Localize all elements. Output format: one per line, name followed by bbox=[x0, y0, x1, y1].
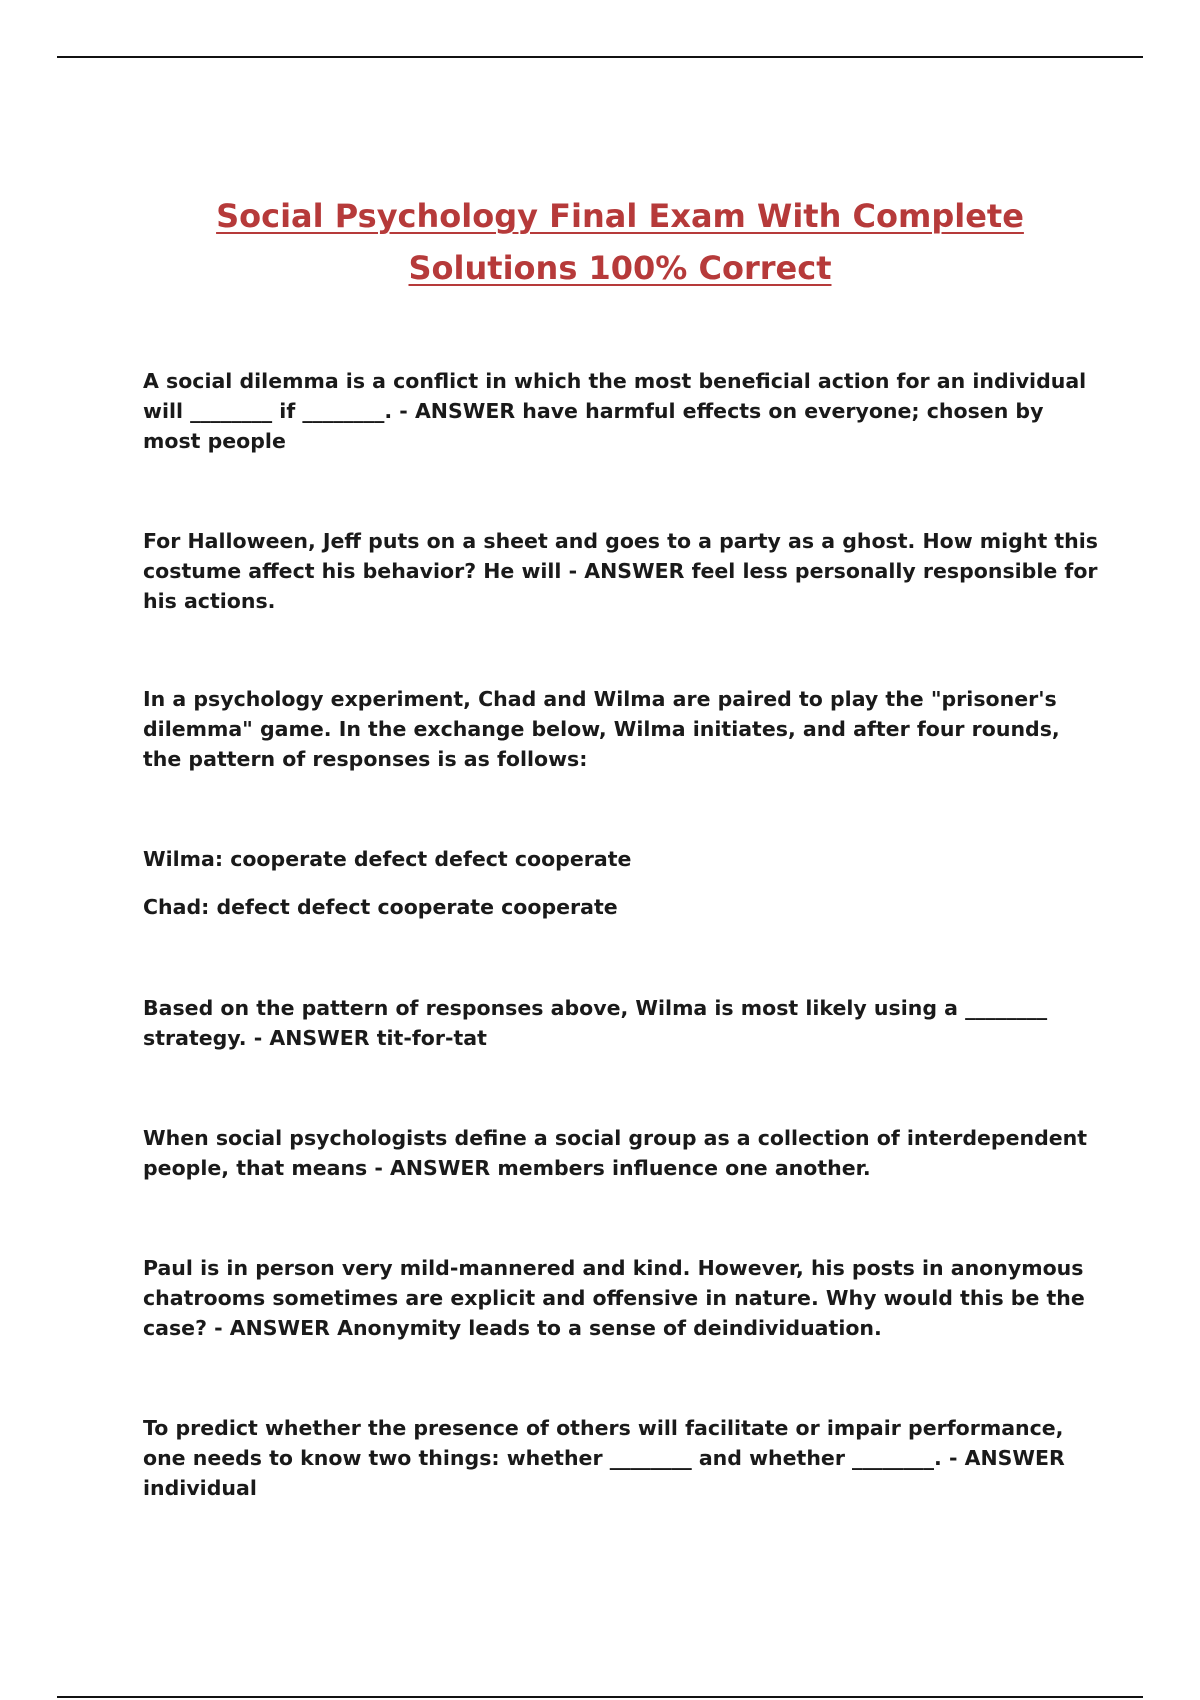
bottom-rule bbox=[57, 1696, 1143, 1698]
title-line-1: Social Psychology Final Exam With Complete bbox=[216, 197, 1024, 235]
pattern-wilma: Wilma: cooperate defect defect cooperate bbox=[143, 847, 632, 871]
document-body bbox=[143, 366, 1103, 1503]
question-2: For Halloween, Jeff puts on a sheet and goes to a party as a ghost. How might this costume affect his behavior? He will - ANSWER feel less personally responsible for his actions. bbox=[143, 529, 1099, 613]
question-7: To predict whether the presence of others will facilitate or impair performance, one needs to know two things: whether ________ and whether ________. - ANSWER individual bbox=[143, 1416, 1065, 1500]
question-3: In a psychology experiment, Chad and Wilma are paired to play the "prisoner's dilemma" game. In the exchange below, Wilma initiates, and after four rounds, the pattern of responses is as follows: bbox=[143, 687, 1060, 771]
question-4: Based on the pattern of responses above, Wilma is most likely using a ________ strategy. - ANSWER tit-for-tat bbox=[143, 996, 1048, 1050]
pattern-chad: Chad: defect defect cooperate cooperate bbox=[143, 895, 618, 919]
top-rule bbox=[57, 56, 1143, 58]
document-title bbox=[160, 190, 1080, 294]
question-5: When social psychologists define a social group as a collection of interdependent people, that means - ANSWER members influence one another. bbox=[143, 1126, 1088, 1180]
question-1: A social dilemma is a conflict in which the most beneficial action for an individual will ________ if ________. - ANSWER have harmful effects on everyone; chosen by most people bbox=[143, 369, 1087, 453]
question-6: Paul is in person very mild-mannered and kind. However, his posts in anonymous chatrooms sometimes are explicit and offensive in nature. Why would this be the case? - ANSWER Anonymity leads to a sense of deindividuation. bbox=[143, 1256, 1085, 1340]
title-line-2: Solutions 100% Correct bbox=[408, 249, 832, 287]
